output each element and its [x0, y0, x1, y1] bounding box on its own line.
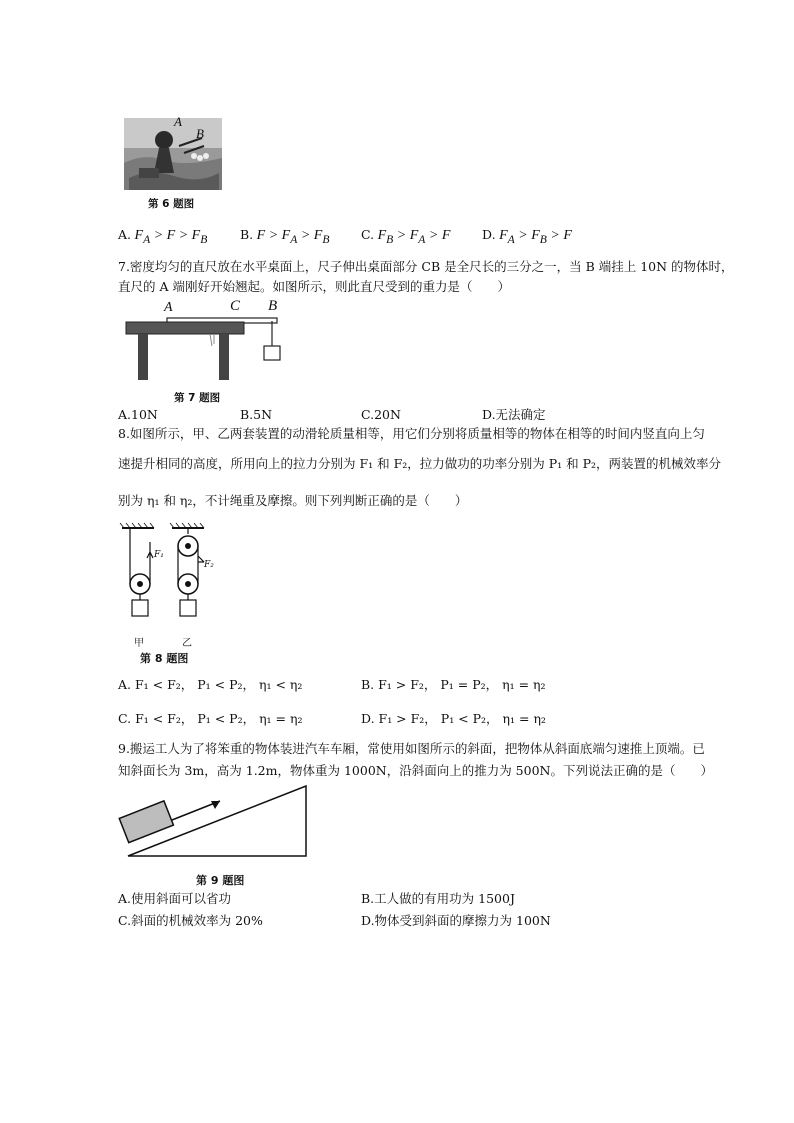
q8-option-d: D. F₁ > F₂， P₁ < P₂， η₁ = η₂ — [361, 711, 546, 726]
q7-label-b: B — [268, 298, 278, 314]
q8-option-c: C. F₁ < F₂， P₁ < P₂， η₁ = η₂ — [118, 711, 303, 726]
q6-option-b: B. $F > F_A > F_B$ — [240, 227, 330, 246]
q8-stem-line2: 速提升相同的高度，所用向上的拉力分别为 F₁ 和 F₂，拉力做功的功率分别为 P₁ 和 P₂，两装置的机械效率分 — [118, 456, 722, 471]
q7-caption: 第 7 题图 — [174, 392, 221, 404]
q8-label-f1: F₁ — [154, 550, 164, 560]
q8-caption: 第 8 题图 — [140, 652, 189, 665]
q7-stem-line2: 直尺的 A 端刚好开始翘起。如图所示，则此直尺受到的重力是（ ） — [118, 279, 510, 294]
q9-option-b: B.工人做的有用功为 1500J — [361, 891, 515, 906]
q9-option-d: D.物体受到斜面的摩擦力为 100N — [361, 913, 551, 928]
q7-label-a: A — [164, 300, 173, 315]
q8-label-jia: 甲 — [134, 638, 144, 649]
q9-stem-line2: 知斜面长为 3m，高为 1.2m，物体重为 1000N，沿斜面向上的推力为 500N。下列说法正确的是（ ） — [118, 763, 713, 778]
q6-label-a: A — [174, 114, 182, 129]
q8-stem-line3: 别为 η₁ 和 η₂，不计绳重及摩擦。则下列判断正确的是（ ） — [118, 493, 468, 508]
q8-option-a: A. F₁ < F₂， P₁ < P₂， η₁ < η₂ — [118, 677, 303, 692]
q6-option-c: C. $F_B > F_A > F$ — [361, 227, 451, 246]
q6-option-a: A. $F_A > F > F_B$ — [118, 227, 208, 246]
q8-option-b: B. F₁ > F₂， P₁ = P₂， η₁ = η₂ — [361, 677, 546, 692]
q9-option-c: C.斜面的机械效率为 20% — [118, 913, 263, 928]
q9-caption: 第 9 题图 — [196, 874, 245, 887]
q7-option-c: C.20N — [361, 407, 401, 422]
q7-stem-line1: 7.密度均匀的直尺放在水平桌面上，尺子伸出桌面部分 CB 是全尺长的三分之一，当 B 端挂上 10N 的物体时， — [118, 259, 734, 274]
q8-label-f2: F₂ — [204, 560, 214, 570]
q6-figure-photo — [124, 118, 224, 198]
q6-caption: 第 6 题图 — [148, 198, 195, 210]
q7-option-a: A.10N — [118, 407, 158, 422]
q6-label-b: B — [196, 126, 204, 141]
q7-option-b: B.5N — [240, 407, 273, 422]
q6-option-d: D. $F_A > F_B > F$ — [482, 227, 572, 246]
q8-label-yi: 乙 — [182, 638, 192, 649]
q7-option-d: D.无法确定 — [482, 407, 546, 422]
q8-stem-line1: 8.如图所示，甲、乙两套装置的动滑轮质量相等，用它们分别将质量相等的物体在相等的时间内竖直向上匀 — [118, 426, 705, 441]
q9-stem-line1: 9.搬运工人为了将笨重的物体装进汽车车厢，常使用如图所示的斜面，把物体从斜面底端匀速推上顶端。已 — [118, 741, 705, 756]
q8-figure-pulleys — [118, 522, 228, 642]
q7-label-c: C — [230, 298, 241, 314]
q9-figure-incline — [118, 782, 318, 862]
q9-option-a: A.使用斜面可以省功 — [118, 891, 232, 906]
